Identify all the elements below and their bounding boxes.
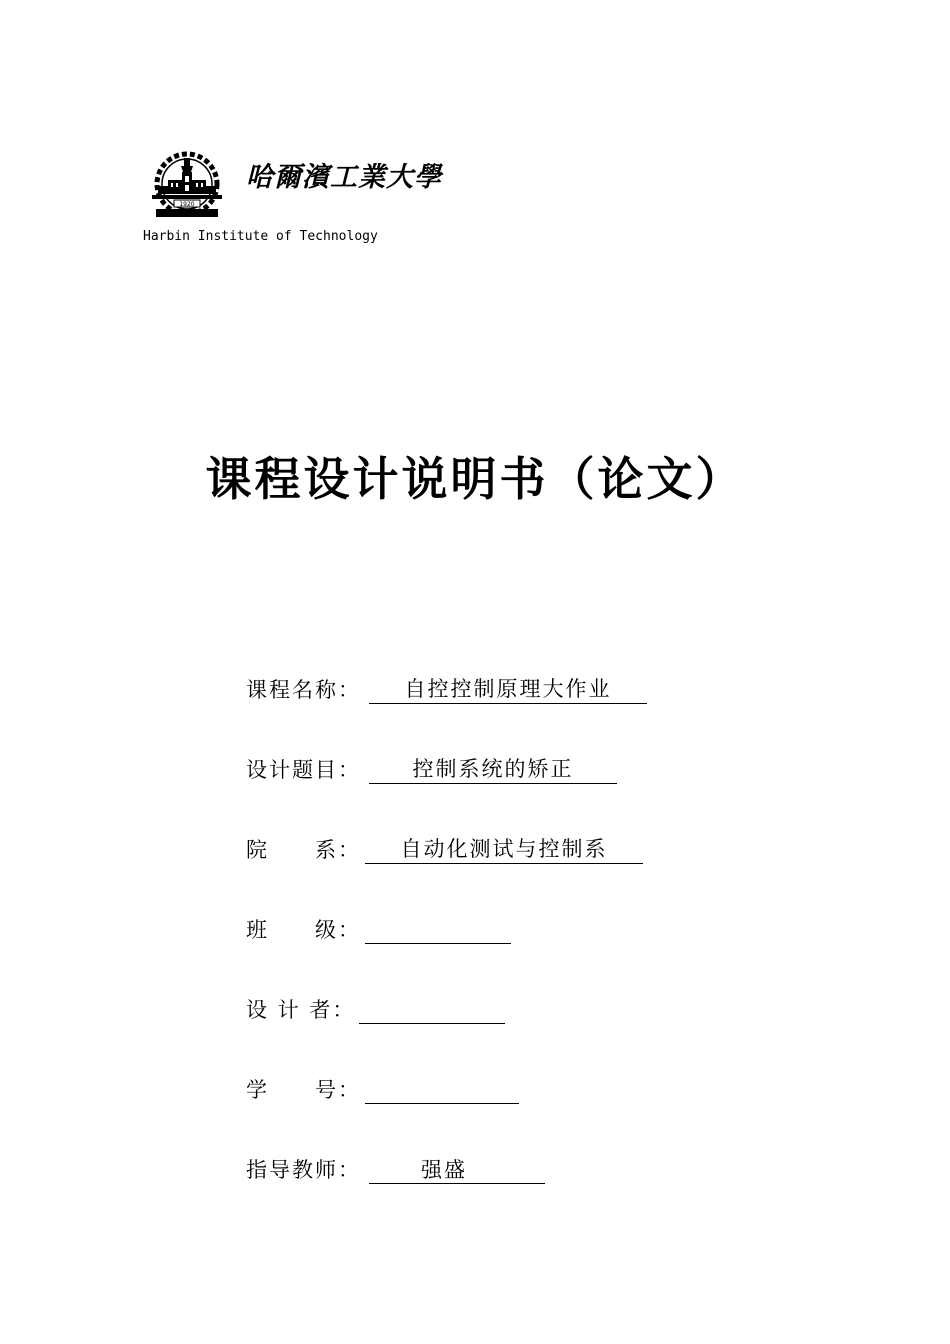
field-label: 学 号 — [246, 1078, 338, 1102]
field-value — [365, 1075, 519, 1104]
field-label: 院 系 — [246, 838, 338, 862]
field-value — [365, 915, 511, 944]
field-student-id: 学 号 ： — [246, 1070, 519, 1104]
field-value: 自控控制原理大作业 — [369, 675, 647, 704]
field-value — [359, 995, 505, 1024]
university-name-cn: 哈爾濱工業大學 — [246, 162, 442, 193]
field-class: 班 级 ： — [246, 910, 511, 944]
field-designer: 设 计 者 ： — [246, 990, 505, 1024]
field-label: 课程名称 — [246, 678, 338, 702]
field-label: 班 级 — [246, 918, 338, 942]
seal-year: 1920 — [179, 201, 195, 208]
field-supervisor: 指导教师 ： 强盛 — [246, 1150, 545, 1184]
field-department: 院 系 ： 自动化测试与控制系 — [246, 830, 643, 864]
field-course-name: 课程名称 ： 自控控制原理大作业 — [246, 670, 647, 704]
university-name-en: Harbin Institute of Technology — [143, 229, 378, 244]
field-value: 自动化测试与控制系 — [365, 835, 643, 864]
field-value: 强盛 — [369, 1156, 545, 1184]
field-label: 指导教师 — [246, 1158, 338, 1182]
field-label: 设计题目 — [246, 758, 338, 782]
document-title: 课程设计说明书（论文） — [205, 452, 745, 506]
field-value: 控制系统的矫正 — [369, 755, 617, 784]
field-design-topic: 设计题目 ： 控制系统的矫正 — [246, 750, 617, 784]
field-label: 设 计 者 — [246, 998, 333, 1022]
university-seal-logo — [148, 150, 226, 220]
